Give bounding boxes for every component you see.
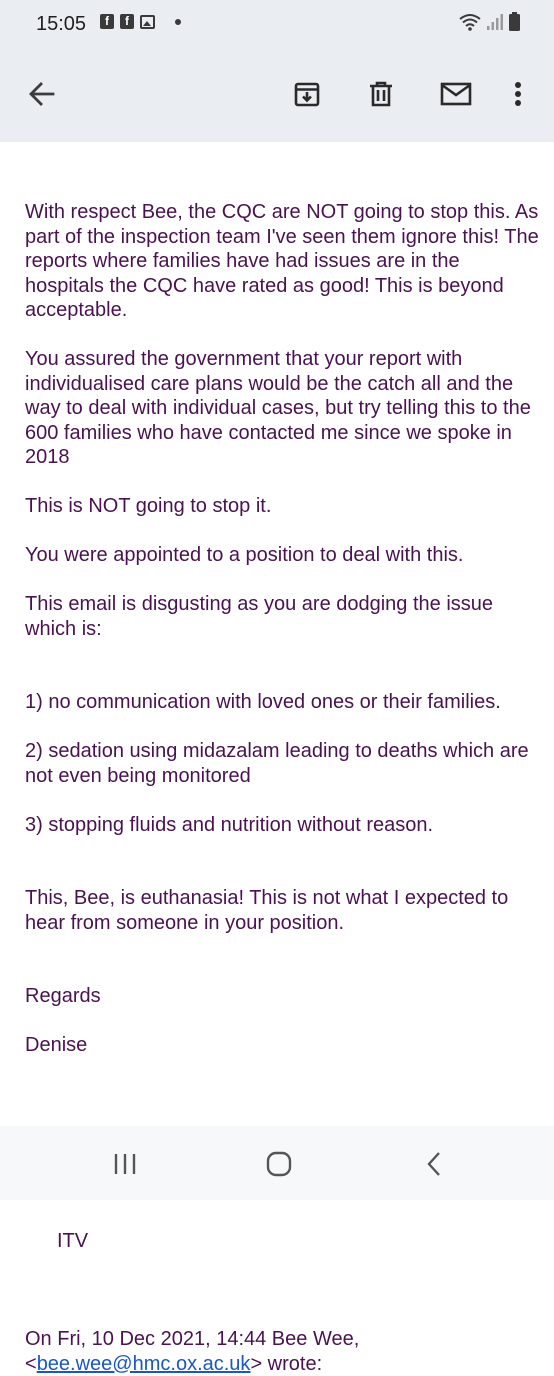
list-item: 1) no communication with loved ones or their families. xyxy=(25,690,540,715)
list-item: 3) stopping fluids and nutrition without reason. xyxy=(25,813,540,838)
facebook-icon: f xyxy=(100,14,114,29)
quote-date-line: On Fri, 10 Dec 2021, 14:44 Bee Wee, xyxy=(25,1327,540,1352)
more-vert-icon xyxy=(514,80,522,108)
email-paragraph: You assured the government that your report with individualised care plans would be the catch all and the way to deal with individual cases, but try telling this to the 600 families who have contacted me since we spoke in 2018 xyxy=(25,347,540,470)
archive-button[interactable] xyxy=(287,74,327,114)
quote-wrote-text: > wrote: xyxy=(250,1353,322,1375)
quoted-header xyxy=(25,1327,540,1376)
home-icon xyxy=(265,1150,293,1178)
list-item: 2) sedation using midazalam leading to deaths which are not even being monitored xyxy=(25,739,540,788)
signature-name: Denise xyxy=(25,1033,540,1058)
wifi-icon xyxy=(459,13,481,31)
system-icons xyxy=(459,12,520,31)
mark-unread-icon xyxy=(440,80,472,108)
battery-icon xyxy=(509,12,520,31)
email-toolbar xyxy=(0,48,554,142)
email-paragraph: With respect Bee, the CQC are NOT going to stop this. As part of the inspection team I've seen them ignore this! The reports where families have had issues are in the hospitals the CQC have rated as good! This is beyond acceptable. xyxy=(25,200,540,323)
email-paragraph: You were appointed to a position to deal with this. xyxy=(25,543,540,568)
mark-unread-button[interactable] xyxy=(436,74,476,114)
recents-icon xyxy=(113,1152,137,1176)
sign-off xyxy=(25,960,540,1083)
signal-icon xyxy=(487,13,503,31)
gallery-icon xyxy=(140,15,155,29)
archive-icon xyxy=(293,80,321,108)
back-button[interactable] xyxy=(22,74,62,114)
email-paragraph: This is NOT going to stop it. xyxy=(25,494,540,519)
quoted-email-link[interactable]: bee.wee@hmc.ox.ac.uk xyxy=(37,1353,251,1375)
more-options-button[interactable] xyxy=(498,74,538,114)
back-arrow-icon xyxy=(28,80,56,108)
delete-button[interactable] xyxy=(361,74,401,114)
recents-button[interactable] xyxy=(105,1148,145,1180)
cc-recipient: ITV xyxy=(25,1229,540,1254)
status-time: 15:05 xyxy=(36,13,86,36)
closing-paragraph: This, Bee, is euthanasia! This is not what I expected to hear from someone in your position. xyxy=(25,886,540,935)
issue-list xyxy=(25,666,540,862)
email-paragraph: This email is disgusting as you are dodging the issue which is: xyxy=(25,592,540,641)
dot-icon xyxy=(175,19,181,25)
home-button[interactable] xyxy=(259,1148,299,1180)
notification-icons xyxy=(100,14,181,29)
quote-bracket-open: < xyxy=(25,1353,37,1375)
back-icon xyxy=(426,1151,442,1177)
status-bar xyxy=(0,0,554,48)
facebook-icon: f xyxy=(120,14,134,29)
navigation-bar xyxy=(0,1126,554,1200)
delete-icon xyxy=(367,80,395,108)
back-nav-button[interactable] xyxy=(414,1148,454,1180)
quote-email-line xyxy=(25,1352,540,1376)
regards-text: Regards xyxy=(25,984,540,1009)
